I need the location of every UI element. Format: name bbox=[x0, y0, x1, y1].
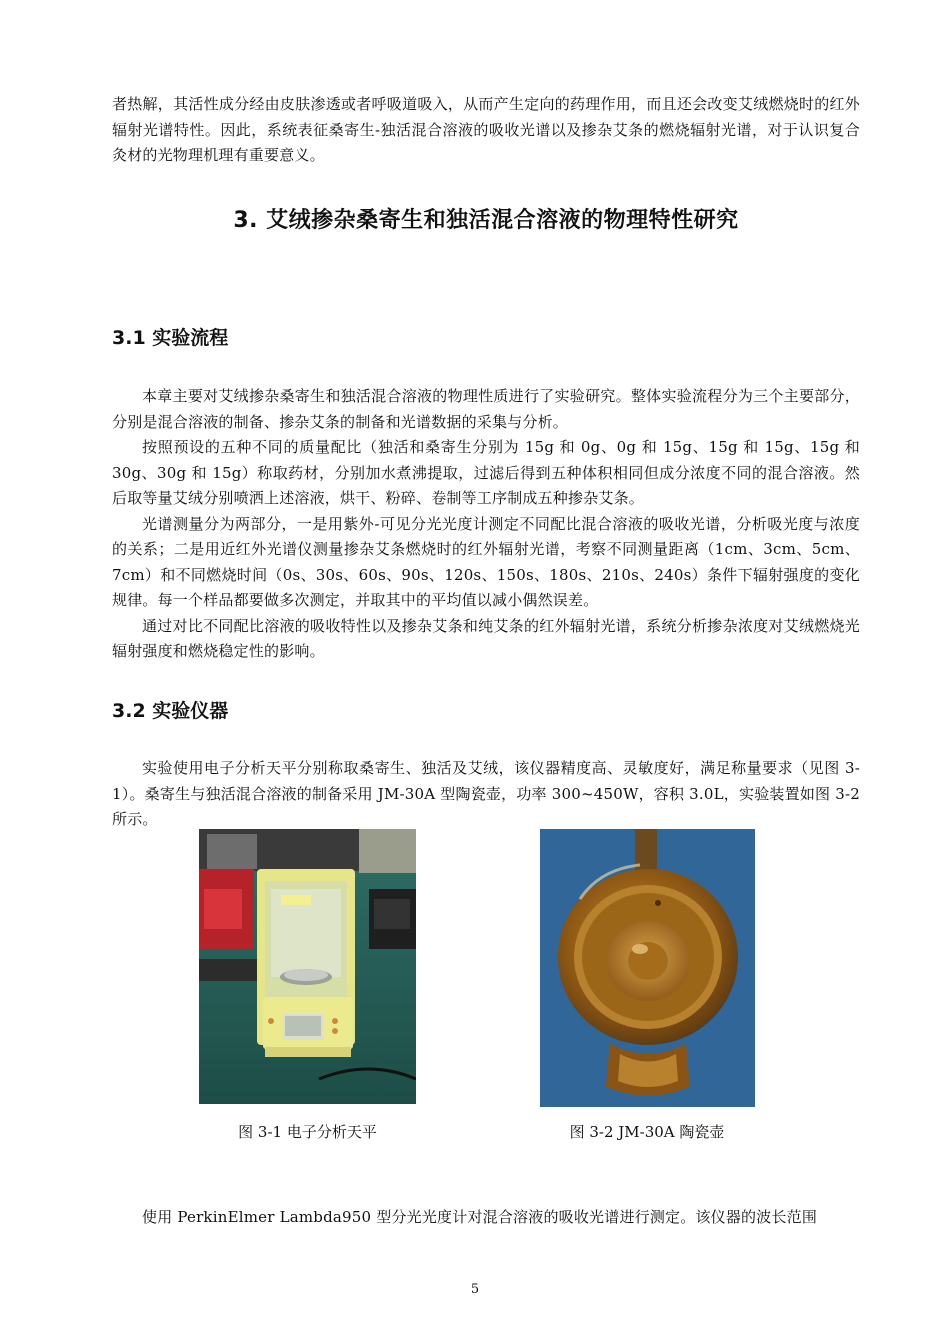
continuation-block bbox=[112, 92, 860, 169]
continuation-paragraph: 者热解，其活性成分经由皮肤渗透或者呼吸道吸入，从而产生定向的药理作用，而且还会改变艾绒燃烧时的红外辐射光谱特性。因此，系统表征桑寄生-独活混合溶液的吸收光谱以及掺杂艾条的燃烧辐射光谱，对于认识复合灸材的光物理机理有重要意义。 bbox=[112, 95, 860, 164]
last-paragraph-block bbox=[112, 1205, 860, 1231]
paragraph: 按照预设的五种不同的质量配比（独活和桑寄生分别为 15g 和 0g、0g 和 15g、15g 和 15g、15g 和 30g、30g 和 15g）称取药材，分别加水煮沸提取，过滤后得到五种体积相同但成分浓度不同的混合溶液。然后取等量艾绒分别喷洒上述溶液，烘干、粉碎、卷制等工序制成五种掺杂艾条。 bbox=[112, 438, 860, 507]
paragraph: 光谱测量分为两部分，一是用紫外-可见分光光度计测定不同配比混合溶液的吸收光谱，分析吸光度与浓度的关系；二是用近红外光谱仪测量掺杂艾条燃烧时的红外辐射光谱，考察不同测量距离（1cm、3cm、5cm、7cm）和不同燃烧时间（0s、30s、60s、90s、120s、150s、180s、210s、240s）条件下辐射强度的变化规律。每一个样品都要做多次测定，并取其中的平均值以减小偶然误差。 bbox=[112, 514, 860, 609]
chapter-title: 3. 艾绒掺杂桑寄生和独活混合溶液的物理特性研究 bbox=[233, 208, 739, 233]
figure-caption-3-2: 图 3-2 JM-30A 陶瓷壶 bbox=[569, 1123, 725, 1141]
paragraph: 使用 PerkinElmer Lambda950 型分光光度计对混合溶液的吸收光谱进行测定。该仪器的波长范围 bbox=[142, 1208, 818, 1226]
ceramic-pot-photo bbox=[540, 829, 755, 1107]
paragraph: 本章主要对艾绒掺杂桑寄生和独活混合溶液的物理性质进行了实验研究。整体实验流程分为三个主要部分，分别是混合溶液的制备、掺杂艾条的制备和光谱数据的采集与分析。 bbox=[112, 387, 860, 431]
section-heading-3-1: 3.1 实验流程 bbox=[112, 327, 229, 349]
section-3-2-body bbox=[112, 756, 860, 833]
page-number: 5 bbox=[470, 1282, 480, 1297]
paragraph: 通过对比不同配比溶液的吸收特性以及掺杂艾条和纯艾条的红外辐射光谱，系统分析掺杂浓度对艾绒燃烧光辐射强度和燃烧稳定性的影响。 bbox=[112, 616, 860, 660]
section-heading-3-2: 3.2 实验仪器 bbox=[112, 700, 229, 722]
paragraph: 实验使用电子分析天平分别称取桑寄生、独活及艾绒，该仪器精度高、灵敏度好，满足称量要求（见图 3-1）。桑寄生与独活混合溶液的制备采用 JM-30A 型陶瓷壶，功率 300~450W，容积 3.0L，实验装置如图 3-2 所示。 bbox=[112, 759, 860, 828]
section-3-1-body bbox=[112, 384, 860, 665]
figure-caption-3-1: 图 3-1 电子分析天平 bbox=[238, 1123, 377, 1141]
analytical-balance-photo bbox=[199, 829, 416, 1104]
